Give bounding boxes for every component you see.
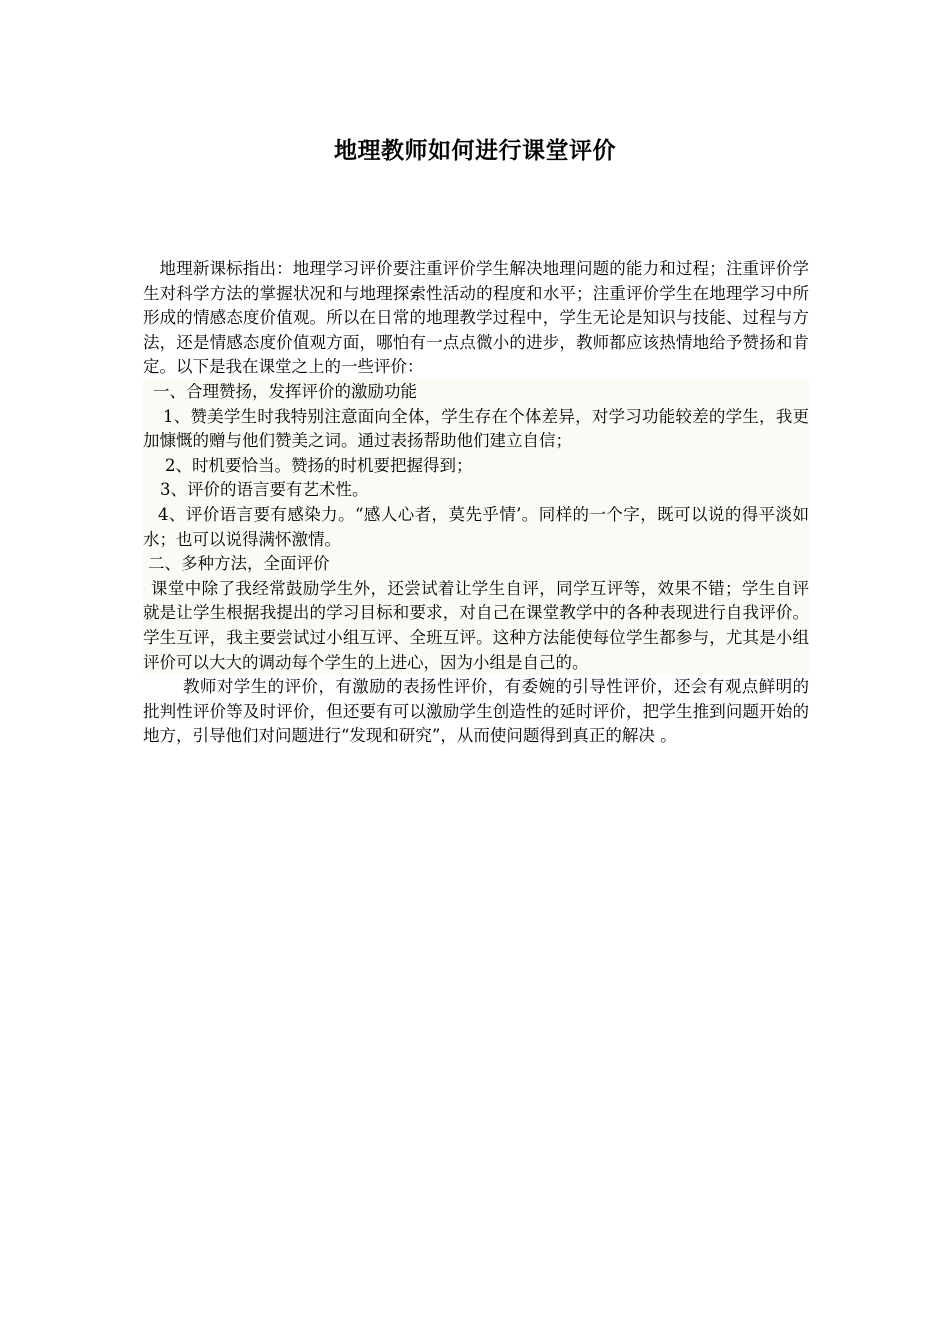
section-heading-2: 二、多种方法，全面评价 [148, 554, 330, 574]
list-item-2: 2、时机要恰当。赞扬的时机要把握得到； [165, 455, 473, 475]
list-item-1: 1、赞美学生时我特别注意面向全体，学生存在个体差异，对学习功能较差的学生，我更加慷慨的赠与他们赞美之词。通过表扬帮助他们建立自信； [143, 406, 809, 451]
shaded-section [143, 380, 809, 675]
intro-paragraph: 地理新课标指出：地理学习评价要注重评价学生解决地理问题的能力和过程；注重评价学生对科学方法的掌握状况和与地理探索性活动的程度和水平；注重评价学生在地理学习中所形成的情感态度价值观。所以在日常的地理教学过程中，学生无论是知识与技能、过程与方法，还是情感态度价值观方面，哪怕有一点点微小的进步，教师都应该热情地给予赞扬和肯定。以下是我在课堂之上的一些评价： [143, 259, 809, 377]
list-item-4: 4、评价语言要有感染力。“感人心者，莫先乎情’。同样的一个字，既可以说的得平淡如水；也可以说得满怀激情。 [143, 504, 809, 549]
document-body [143, 257, 809, 749]
closing-paragraph: 教师对学生的评价，有激励的表扬性评价，有委婉的引导性评价，还会有观点鲜明的批判性评价等及时评价，但还要有可以激励学生创造性的延时评价，把学生推到问题开始的地方，引导他们对问题进行“发现和研究”，从而使问题得到真正的解决 。 [143, 677, 809, 746]
section-2-paragraph: 课堂中除了我经常鼓励学生外，还尝试着让学生自评，同学互评等，效果不错；学生自评就是让学生根据我提出的学习目标和要求，对自己在课堂教学中的各种表现进行自我评价。学生互评，我主要尝试过小组互评、全班互评。这种方法能使每位学生都参与，尤其是小组评价可以大大的调动每个学生的上进心，因为小组是自己的。 [143, 578, 809, 672]
document-title: 地理教师如何进行课堂评价 [334, 138, 616, 164]
section-heading-1: 一、合理赞扬，发挥评价的激励功能 [153, 381, 417, 401]
list-item-3: 3、评价的语言要有艺术性。 [160, 480, 369, 500]
